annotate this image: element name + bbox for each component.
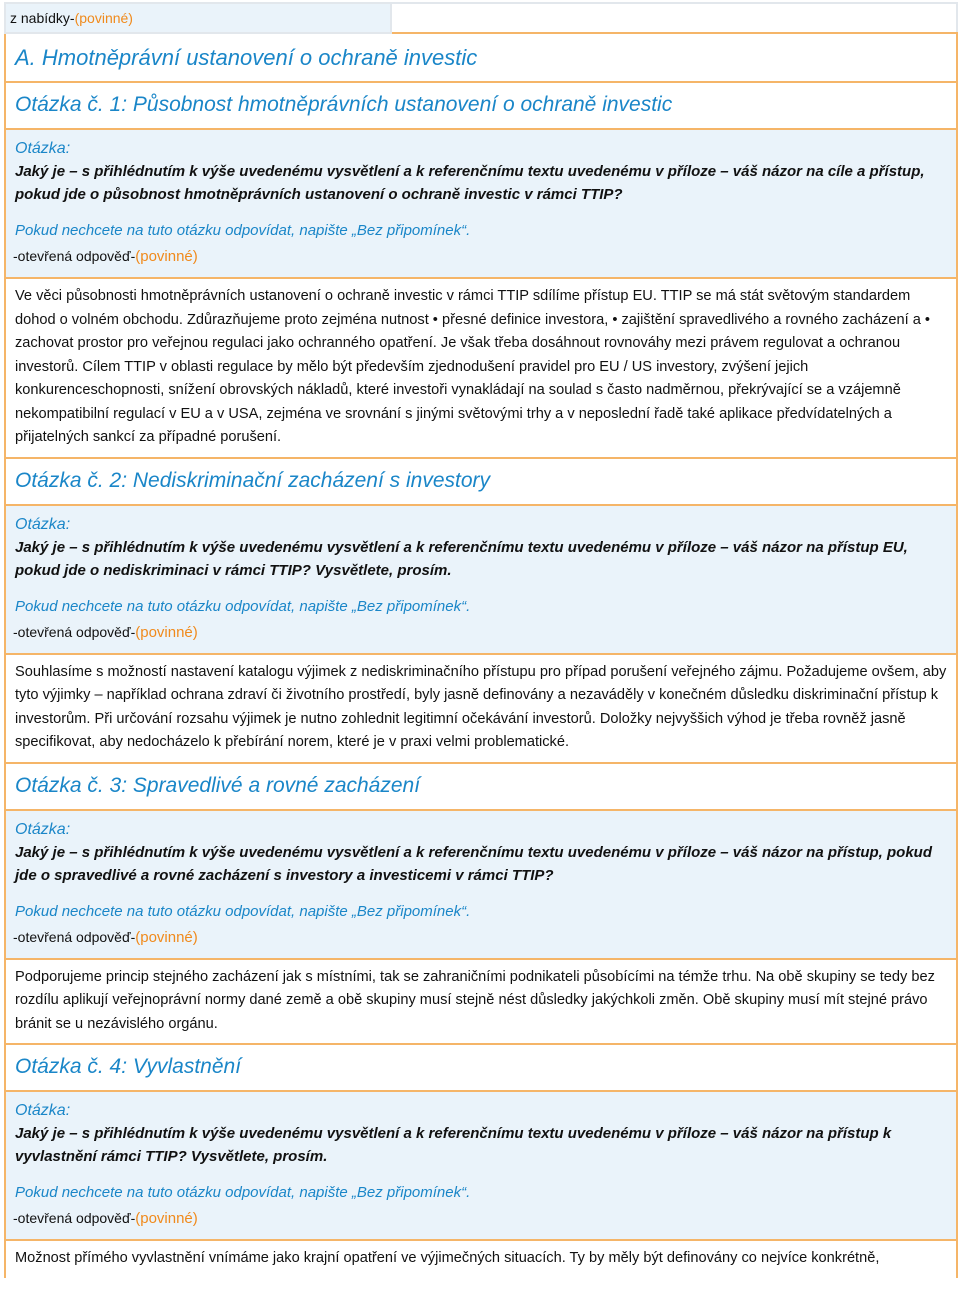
question-text: Jaký je – s přihlédnutím k výše uvedenému vysvětlení a k referenčnímu textu uvedenému v příloze – váš názor na přístup EU, pokud jde o nediskriminaci v rámci TTIP? Vysvětlete, prosím. — [15, 538, 908, 579]
question-3-prompt — [4, 809, 958, 958]
required-marker: (povinné) — [135, 928, 198, 946]
question-title: Otázka č. 1: Působnost hmotněprávních ustanovení o ochraně investic — [15, 93, 673, 116]
answer-text: Souhlasíme s možností nastavení katalogu výjimek z nediskriminačního přístupu pro případ porušení veřejného zájmu. Požadujeme ovšem, aby tyto výjimky – například ochrana zdraví či životního prostředí, byly jasně definovány a nezaváděly v konečném důsledku diskriminační přístup k investorům. Při určování rozsahu výjimek je nutno zohlednit legitimní očekávání investorů. Doložky nejvyššich výhod je třeba rovněž jasně specifikovat, aby nedocházelo k přebírání norem, které je v praxi velmi problematické. — [15, 663, 947, 750]
required-marker: (povinné) — [135, 1210, 198, 1227]
question-3-header — [4, 762, 958, 809]
answer-hint: Pokud nechcete na tuto otázku odpovídat, napište „Bez připomínek“. — [15, 597, 471, 615]
question-title: Otázka č. 3: Spravedlivé a rovné zacházení — [15, 773, 421, 797]
open-answer-label — [13, 923, 947, 954]
question-text: Jaký je – s přihlédnutím k výše uvedenému vysvětlení a k referenčnímu textu uvedenému v příloze – váš názor na přístup k vyvlastnění rámci TTIP? Vysvětlete, prosím. — [15, 1125, 892, 1165]
question-2-header — [4, 457, 958, 504]
answer-hint: Pokud nechcete na tuto otázku odpovídat, napište „Bez připomínek“. — [15, 902, 471, 920]
open-answer-label — [13, 1204, 947, 1235]
open-answer-text: -otevřená odpověď- — [13, 248, 136, 264]
question-label: Otázka: — [15, 140, 71, 157]
answer-4[interactable] — [4, 1239, 958, 1278]
form-page — [4, 2, 958, 1298]
question-title: Otázka č. 4: Vyvlastnění — [15, 1055, 242, 1078]
source-field — [4, 2, 392, 34]
open-answer-text: -otevřená odpověď- — [13, 623, 136, 640]
answer-1[interactable] — [4, 277, 958, 457]
open-answer-label — [13, 242, 947, 273]
question-label: Otázka: — [15, 1102, 71, 1119]
question-1-prompt — [4, 128, 958, 277]
required-marker: (povinné) — [74, 10, 133, 26]
answer-hint: Pokud nechcete na tuto otázku odpovídat, napište „Bez připomínek“. — [15, 222, 471, 239]
required-marker: (povinné) — [135, 623, 198, 641]
required-marker: (povinné) — [135, 248, 198, 265]
answer-2[interactable] — [4, 653, 958, 762]
answer-hint: Pokud nechcete na tuto otázku odpovídat, napište „Bez připomínek“. — [15, 1184, 471, 1201]
open-answer-text: -otevřená odpověď- — [13, 1210, 136, 1226]
question-4-prompt — [4, 1090, 958, 1239]
question-label: Otázka: — [15, 820, 71, 838]
answer-3[interactable] — [4, 958, 958, 1044]
question-1-header — [4, 81, 958, 128]
answer-text: Ve věci působnosti hmotněprávních ustanovení o ochraně investic v rámci TTIP sdílíme přístup EU. TTIP se má stát světovým standardem dohod o volném obchodu. Zdůrazňujeme proto zejména nutnost • přesné definice investora, • zajištění spravedlivého a rovného zacházení a • zachovat prostor pro veřejnou regulaci jako ochranného opatření. Je však třeba dosáhnout rovnováhy mezi právem regulovat a ochranou investorů. Cílem TTIP v oblasti regulace by mělo být především zjednodušení pravidel pro EU / US investory, zvýšení jejich konkurenceschopnosti, snížení obrovských nákladů, které investoři vynakládají na soulad s často nadměrnou, překrývající se a vzájemně nekompatibilní regulací v EU a v USA, zejména ve srovnání s jinými světovými trhy a v neposlední řadě také aplikace předvídatelných a přijatelných sankcí za případné porušení. — [15, 288, 931, 445]
open-answer-label — [13, 618, 947, 649]
source-row — [4, 2, 958, 32]
source-label: z nabídky- — [10, 10, 75, 26]
question-4-header — [4, 1043, 958, 1090]
question-text: Jaký je – s přihlédnutím k výše uvedenému vysvětlení a k referenčnímu textu uvedenému v příloze – váš názor na cíle a přístup, pokud jde o působnost hmotněprávních ustanovení o ochraně investic v rámci TTIP? — [15, 163, 925, 203]
question-label: Otázka: — [15, 515, 71, 533]
open-answer-text: -otevřená odpověď- — [13, 928, 136, 945]
answer-text: Podporujeme princip stejného zacházení jak s místními, tak se zahraničními podnikateli působícími na témže trhu. Na obě skupiny se tedy bez rozdílu aplikují veřejnoprávní normy dané země a obě skupiny musí stejně nést důsledky jakýchkoli změn. Obě skupiny musí mít stejné právo bránit se u nezávislého orgánu. — [15, 968, 935, 1032]
section-header — [4, 32, 958, 81]
question-title: Otázka č. 2: Nediskriminační zacházení s investory — [15, 468, 491, 492]
source-row-filler — [392, 2, 958, 32]
question-text: Jaký je – s přihlédnutím k výše uvedenému vysvětlení a k referenčnímu textu uvedenému v příloze – váš názor na přístup, pokud jde o spravedlivé a rovné zacházení s investory a investicemi v rámci TTIP? — [15, 843, 932, 884]
question-2-prompt — [4, 504, 958, 653]
section-title: A. Hmotněprávní ustanovení o ochraně investic — [15, 45, 478, 70]
answer-text: Možnost přímého vyvlastnění vnímáme jako krajní opatření ve výjimečných situacích. Ty by měly být definovány co nejvíce konkrétně, — [15, 1250, 880, 1266]
